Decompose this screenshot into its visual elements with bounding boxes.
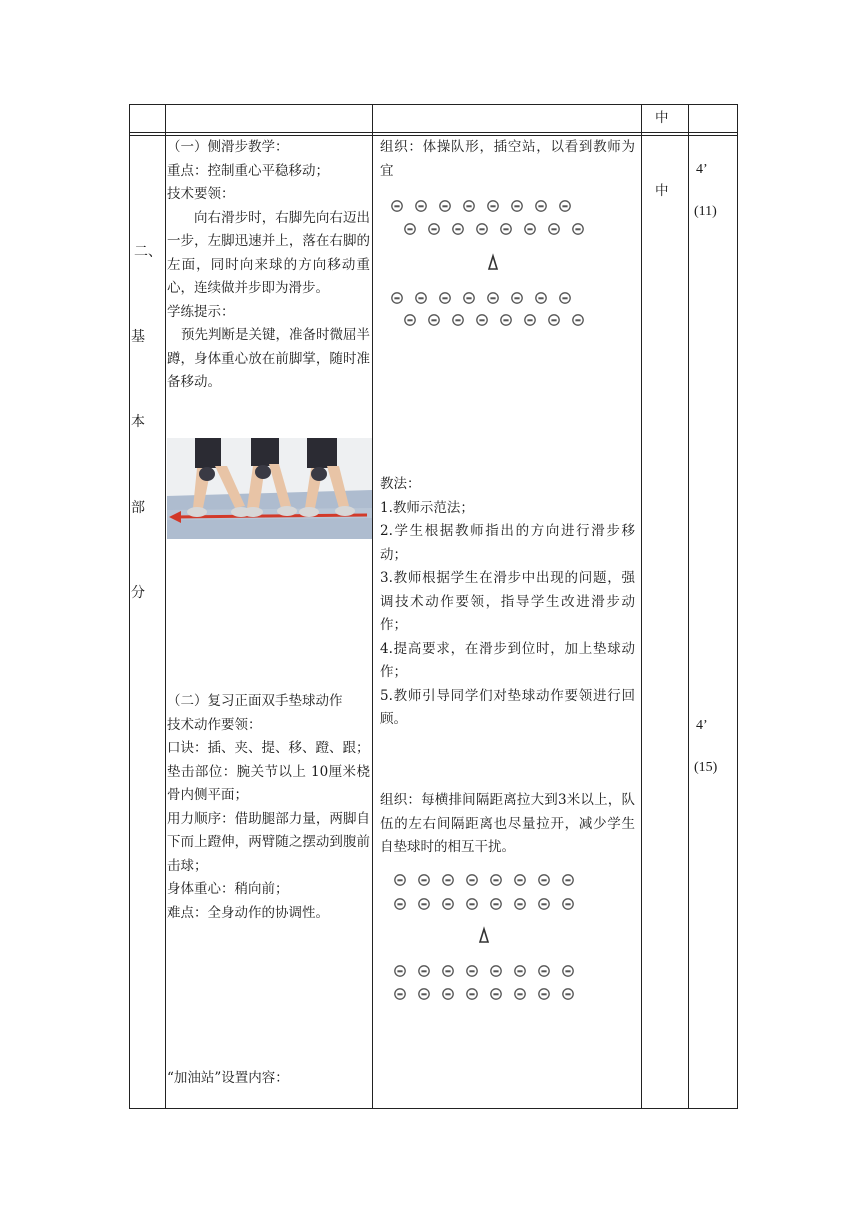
method-item-3: 3.教师根据学生在滑步中出现的问题，强调技术动作要领，指导学生改进滑步动作； xyxy=(380,570,635,633)
total-time-1: (11) xyxy=(694,204,717,219)
student-face-icon xyxy=(405,315,415,325)
student-face-icon xyxy=(525,224,535,234)
table-row-divider xyxy=(129,132,738,133)
student-face-icon xyxy=(491,989,501,999)
part2-force: 用力顺序：借助腿部力量，两脚自下而上蹬伸，两臂随之摆动到腹前击球； xyxy=(167,810,370,874)
student-face-icon xyxy=(395,966,405,976)
column-divider-3 xyxy=(641,104,642,1109)
student-face-icon xyxy=(515,966,525,976)
student-face-icon xyxy=(512,293,522,303)
student-face-icon xyxy=(440,201,450,211)
student-face-icon xyxy=(477,224,487,234)
student-face-icon xyxy=(501,315,511,325)
student-face-icon xyxy=(525,315,535,325)
student-face-icon xyxy=(563,899,573,909)
method-item-5: 5.教师引导同学们对垫球动作要领进行回顾。 xyxy=(380,687,635,727)
part1-heading: （一）侧滑步教学： xyxy=(167,139,289,155)
method-label: 教法： xyxy=(380,476,421,492)
student-face-icon xyxy=(539,899,549,909)
part2-contact: 垫击部位：腕关节以上 10厘米桡骨内侧平面； xyxy=(167,763,370,803)
student-face-icon xyxy=(395,899,405,909)
section-number: 二、 xyxy=(134,244,162,260)
side-step-photo xyxy=(167,438,372,539)
student-face-icon xyxy=(563,989,573,999)
student-face-icon xyxy=(515,989,525,999)
part1-tip-text: 预先判断是关键，准备时微屈半蹲，身体重心放在前脚掌，随时准备移动。 xyxy=(167,327,370,390)
student-face-icon xyxy=(429,315,439,325)
table-bottom-border xyxy=(129,1108,738,1109)
student-face-icon xyxy=(536,293,546,303)
student-face-icon xyxy=(573,315,583,325)
student-face-icon xyxy=(443,899,453,909)
section-title-char-4: 分 xyxy=(131,585,145,601)
student-face-icon xyxy=(573,224,583,234)
section-title-char-2: 本 xyxy=(131,414,145,430)
student-face-icon xyxy=(453,315,463,325)
student-face-icon xyxy=(395,875,405,885)
student-face-icon xyxy=(464,201,474,211)
duration-1: 4’ xyxy=(696,162,708,177)
part2-mnemonic: 口诀：插、夹、提、移、蹬、跟； xyxy=(167,740,370,756)
part2-difficulty: 难点：全身动作的协调性。 xyxy=(167,904,329,921)
table-right-border xyxy=(737,104,738,1109)
part1-key-point: 重点：控制重心平稳移动； xyxy=(167,162,329,179)
column-divider-2 xyxy=(372,104,373,1109)
student-face-icon xyxy=(536,201,546,211)
student-face-icon xyxy=(467,899,477,909)
student-face-icon xyxy=(467,989,477,999)
student-face-icon xyxy=(539,966,549,976)
part1-tip-label: 学练提示： xyxy=(167,303,235,320)
student-face-icon xyxy=(560,201,570,211)
header-intensity: 中 xyxy=(655,110,669,126)
student-face-icon xyxy=(512,201,522,211)
intensity-value: 中 xyxy=(655,183,669,199)
student-face-icon xyxy=(467,875,477,885)
method-item-2: 2.学生根据教师指出的方向进行滑步移动； xyxy=(380,523,635,563)
student-face-icon xyxy=(392,201,402,211)
total-time-2: (15) xyxy=(694,760,718,775)
student-face-icon xyxy=(515,875,525,885)
student-face-icon xyxy=(549,315,559,325)
part2-heading: （二）复习正面双手垫球动作 xyxy=(167,693,343,709)
student-face-icon xyxy=(539,989,549,999)
student-face-icon xyxy=(443,875,453,885)
method-section xyxy=(380,473,635,732)
student-face-icon xyxy=(443,989,453,999)
duration-2: 4’ xyxy=(696,718,708,733)
teacher-triangle-icon xyxy=(489,256,497,269)
student-face-icon xyxy=(467,966,477,976)
student-face-icon xyxy=(416,201,426,211)
student-face-icon xyxy=(491,899,501,909)
student-face-icon xyxy=(419,966,429,976)
student-face-icon xyxy=(429,224,439,234)
method-item-1: 1.教师示范法； xyxy=(380,499,474,516)
part2-tech-label: 技术动作要领： xyxy=(167,716,262,733)
part1-tech-text: 向右滑步时，右脚先向右迈出一步，左脚迅速并上，落在右脚的左面，同时向来球的方向移动重心，连续做并步即为滑步。 xyxy=(167,209,370,296)
student-face-icon xyxy=(477,315,487,325)
table-left-border xyxy=(129,104,130,1109)
method-item-4: 4.提高要求，在滑步到位时，加上垫球动作； xyxy=(380,640,635,680)
station-heading: “加油站”设置内容： xyxy=(167,1070,289,1086)
student-face-icon xyxy=(488,201,498,211)
student-face-icon xyxy=(549,224,559,234)
section-title-char-3: 部 xyxy=(131,500,145,516)
student-face-icon xyxy=(501,224,511,234)
student-face-icon xyxy=(539,875,549,885)
column-divider-4 xyxy=(688,104,689,1109)
student-face-icon xyxy=(515,899,525,909)
org1-text: 组织：体操队形，插空站，以看到教师为宜 xyxy=(380,139,635,179)
student-face-icon xyxy=(419,899,429,909)
student-face-icon xyxy=(491,875,501,885)
student-face-icon xyxy=(419,989,429,999)
student-face-icon xyxy=(392,293,402,303)
table-top-border xyxy=(129,104,738,105)
student-face-icon xyxy=(405,224,415,234)
student-face-icon xyxy=(488,293,498,303)
teacher-triangle-icon xyxy=(480,929,488,942)
content-part2 xyxy=(167,690,370,925)
student-face-icon xyxy=(419,875,429,885)
student-face-icon xyxy=(395,989,405,999)
student-face-icon xyxy=(440,293,450,303)
student-face-icon xyxy=(491,966,501,976)
student-face-icon xyxy=(453,224,463,234)
content-part1 xyxy=(167,136,370,395)
org2-text: 组织：每横排间隔距离拉大到3米以上，队伍的左右间隔距离也尽量拉开，减少学生自垫球时的相互干扰。 xyxy=(380,792,635,855)
part1-tech-label: 技术要领： xyxy=(167,186,235,202)
student-face-icon xyxy=(416,293,426,303)
student-face-icon xyxy=(464,293,474,303)
student-face-icon xyxy=(563,875,573,885)
column-divider-1 xyxy=(165,104,166,1109)
student-face-icon xyxy=(563,966,573,976)
part2-center: 身体重心：稍向前； xyxy=(167,881,289,897)
student-face-icon xyxy=(560,293,570,303)
student-face-icon xyxy=(443,966,453,976)
section-title-char-1: 基 xyxy=(131,329,145,345)
